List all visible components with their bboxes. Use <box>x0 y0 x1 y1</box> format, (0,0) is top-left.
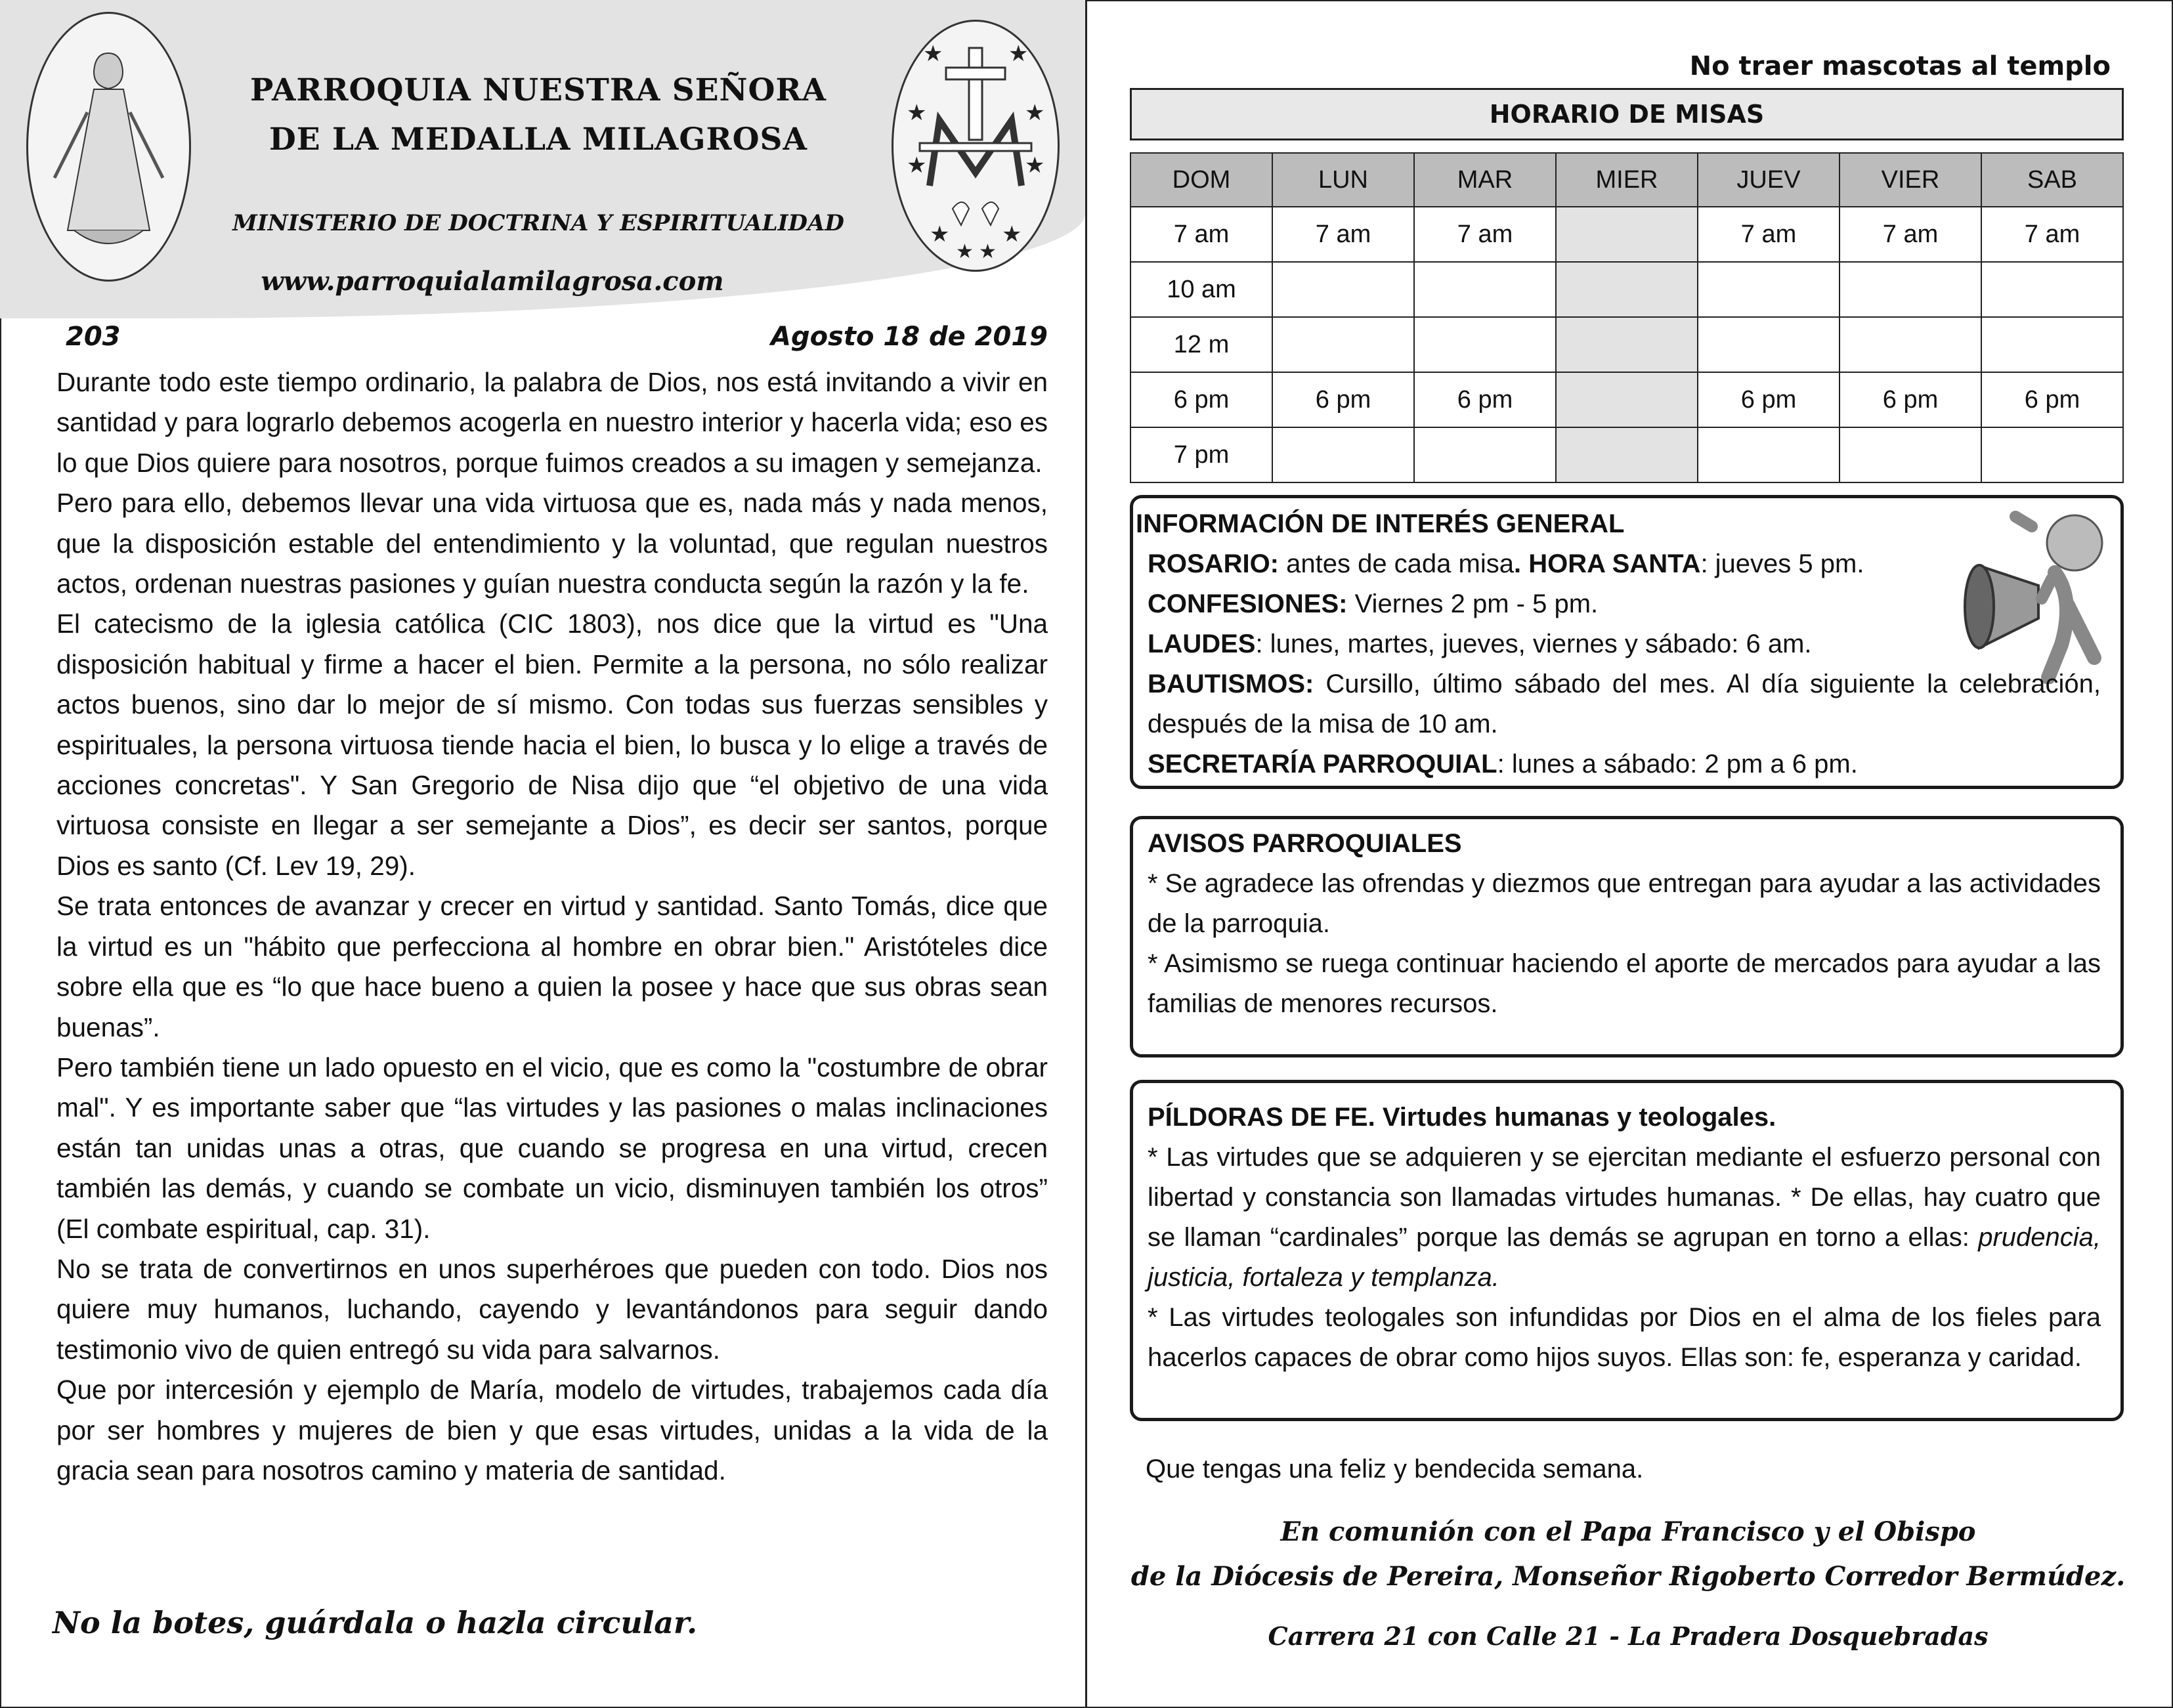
table-cell: 6 pm <box>1981 372 2123 427</box>
virgin-mary-icon <box>28 14 189 280</box>
table-cell <box>1840 427 1981 482</box>
table-cell <box>1840 262 1981 317</box>
bautismos-text: Cursillo, último sábado del mes. Al día siguiente la celebración, después de la misa de 10 am. <box>1148 670 2101 738</box>
article-paragraph: Durante todo este tiempo ordinario, la palabra de Dios, nos está invitando a vivir en santidad y para lograrlo debemos acogerla en nuestro interior y hacerla vida; eso es lo que Dios quiere para nosotros, porque fuimos creados a su imagen y semejanza. <box>56 367 1048 478</box>
day-header: MAR <box>1414 153 1556 207</box>
table-row <box>1130 372 2123 427</box>
table-cell <box>1698 317 1840 372</box>
table-cell: 7 am <box>1130 207 1272 262</box>
laudes-label: LAUDES <box>1148 630 1256 658</box>
general-info-heading: INFORMACIÓN DE INTERÉS GENERAL <box>1136 509 1625 538</box>
parish-title-line1: PARROQUIA NUESTRA SEÑORA <box>250 72 827 108</box>
table-cell: 6 pm <box>1272 372 1414 427</box>
secretaria-text: : lunes a sábado: 2 pm a 6 pm. <box>1497 750 1858 779</box>
confesiones-line <box>1136 584 2101 624</box>
table-row <box>1130 427 2123 482</box>
day-header: MIER <box>1556 153 1698 207</box>
table-cell: 6 pm <box>1698 372 1840 427</box>
table-cell <box>1556 427 1698 482</box>
table-cell <box>1698 427 1840 482</box>
communion-line2: de la Diócesis de Pereira, Monseñor Rigoberto Corredor Bermúdez. <box>1130 1561 2126 1592</box>
pildora-item <box>1148 1138 2101 1298</box>
table-cell <box>1272 262 1414 317</box>
article-paragraph: Se trata entonces de avanzar y crecer en virtud y santidad. Santo Tomás, dice que la virtud es un "hábito que perfecciona al hombre en obrar bien." Aristóteles dice sobre ella que es “lo que hace bueno a quien la posee y hace que sus obras sean buenas”. <box>56 891 1048 1042</box>
svg-text:★: ★ <box>907 152 927 179</box>
mass-schedule-title: HORARIO DE MISAS <box>1130 88 2124 140</box>
ministry-subtitle: MINISTERIO DE DOCTRINA Y ESPIRITUALIDAD <box>232 210 844 236</box>
confesiones-text: Viernes 2 pm - 5 pm. <box>1347 589 1599 618</box>
rosario-text: antes de cada misa <box>1279 549 1514 578</box>
table-cell <box>1556 207 1698 262</box>
table-cell <box>1414 427 1556 482</box>
article-paragraph: No se trata de convertirnos en unos superhéroes que pueden con todo. Dios nos quiere muy humanos, luchando, cayendo y levantándonos para seguir dando testimonio vivo de quien entregó su vida para salvarnos. <box>56 1253 1048 1365</box>
no-pets-notice: No traer mascotas al templo <box>1689 51 2111 81</box>
table-cell: 7 pm <box>1130 427 1272 482</box>
table-cell: 7 am <box>1698 207 1840 262</box>
table-cell <box>1840 317 1981 372</box>
table-cell: 7 am <box>1272 207 1414 262</box>
pildoras-content <box>1148 1098 2101 1378</box>
table-row <box>1130 317 2123 372</box>
article-paragraph: Que por intercesión y ejemplo de María, modelo de virtudes, trabajemos cada día por ser hombres y mujeres de bien y que esas virtudes, unidas a la vida de la gracia sean para nosotros camino y materia de santidad. <box>56 1375 1048 1485</box>
secretaria-label: SECRETARÍA PARROQUIAL <box>1148 750 1497 779</box>
communion-line1: En comunión con el Papa Francisco y el Obispo <box>1280 1516 1976 1547</box>
svg-text:★: ★ <box>923 41 943 67</box>
table-header-row <box>1130 153 2123 207</box>
svg-text:★: ★ <box>930 221 950 247</box>
table-cell: 10 am <box>1130 262 1272 317</box>
laudes-line <box>1136 624 2101 664</box>
laudes-text: : lunes, martes, jueves, viernes y sábado: 6 am. <box>1255 630 1812 658</box>
table-cell <box>1981 317 2123 372</box>
rosario-label: ROSARIO: <box>1148 549 1279 578</box>
article-body <box>56 362 1048 1491</box>
svg-text:★: ★ <box>907 100 927 126</box>
closing-message: No la botes, guárdala o hazla circular. <box>53 1605 698 1640</box>
table-row <box>1130 207 2123 262</box>
article-paragraph: Pero también tiene un lado opuesto en el vicio, que es como la "costumbre de obrar mal". Y es importante saber que “las virtudes y las pasiones o malas inclinaciones están tan unidas unas a otras, que cuando se progresa en una virtud, crecen también las demás, y cuando se combate un vicio, disminuyen también los otros” (El combate espiritual, cap. 31). <box>56 1052 1048 1244</box>
article-paragraph: Pero para ello, debemos llevar una vida virtuosa que es, nada más y nada menos, que la disposición estable del entendimiento y la voluntad, que regulan nuestros actos, ordenan nuestras pasiones y guían nuestra conducta según la razón y la fe. <box>56 488 1048 599</box>
fold-line <box>1085 0 1087 1708</box>
cardinal-virtues: prudencia, justicia, fortaleza y templanza. <box>1148 1223 2101 1292</box>
confesiones-label: CONFESIONES: <box>1148 589 1348 618</box>
pildoras-heading: PÍLDORAS DE FE. Virtudes humanas y teologales. <box>1148 1103 1776 1132</box>
table-cell: 7 am <box>1414 207 1556 262</box>
table-cell: 7 am <box>1840 207 1981 262</box>
website-url: www.parroquialamilagrosa.com <box>261 266 724 297</box>
issue-number: 203 <box>66 322 121 352</box>
table-cell <box>1414 262 1556 317</box>
table-cell <box>1556 262 1698 317</box>
pildora-item: * Las virtudes teologales son infundidas por Dios en el alma de los fieles para hacerlos capaces de obrar como hijos suyos. Ellas son: fe, esperanza y caridad. <box>1148 1303 2101 1372</box>
day-header: SAB <box>1981 153 2123 207</box>
issue-date: Agosto 18 de 2019 <box>770 322 1048 352</box>
avisos-heading: AVISOS PARROQUIALES <box>1148 829 1462 858</box>
svg-text:★: ★ <box>979 240 997 263</box>
table-cell: 6 pm <box>1130 372 1272 427</box>
table-cell <box>1272 427 1414 482</box>
day-header: JUEV <box>1698 153 1840 207</box>
day-header: LUN <box>1272 153 1414 207</box>
day-header: VIER <box>1840 153 1981 207</box>
avisos-content <box>1148 824 2101 1024</box>
table-cell: 6 pm <box>1414 372 1556 427</box>
bautismos-line <box>1136 664 2101 744</box>
aviso-item: * Se agradece las ofrendas y diezmos que entregan para ayudar a las actividades de la parroquia. <box>1148 869 2101 938</box>
article-paragraph: El catecismo de la iglesia católica (CIC 1803), nos dice que la virtud es "Una disposición habitual y firme a hacer el bien. Permite a la persona, no sólo realizar actos buenos, sino dar lo mejor de sí mismo. Con todas sus fuerzas sensibles y espirituales, la persona virtuosa tiende hacia el bien, lo busca y lo elige a través de acciones concretas". Y San Gregorio de Nisa dijo que “el objetivo de una vida virtuosa consiste en llegar a ser semejante a Dios”, es decir ser santos, porque Dios es santo (Cf. Lev 19, 29). <box>56 608 1048 881</box>
table-cell <box>1981 427 2123 482</box>
table-cell <box>1698 262 1840 317</box>
svg-text:★: ★ <box>1025 152 1045 179</box>
cross-m-icon <box>893 22 1058 270</box>
table-cell <box>1272 317 1414 372</box>
rosario-line <box>1136 544 2101 584</box>
svg-text:★: ★ <box>1008 41 1029 67</box>
bautismos-label: BAUTISMOS: <box>1148 670 1314 698</box>
aviso-item: * Asimismo se ruega continuar haciendo el aporte de mercados para ayudar a las familias de menores recursos. <box>1148 949 2101 1018</box>
table-cell <box>1414 317 1556 372</box>
svg-text:★: ★ <box>1025 100 1045 126</box>
secretaria-line <box>1136 744 2101 784</box>
table-row <box>1130 262 2123 317</box>
svg-text:★: ★ <box>1002 221 1022 247</box>
general-info-content <box>1136 504 2101 784</box>
table-cell <box>1556 372 1698 427</box>
svg-text:★: ★ <box>956 240 974 263</box>
table-cell <box>1981 262 2123 317</box>
miraculous-medal-image <box>892 20 1060 272</box>
virgin-mary-medal-image <box>26 12 191 282</box>
table-cell <box>1556 317 1698 372</box>
pildora-text: * Las virtudes que se adquieren y se ejercitan mediante el esfuerzo personal con libertad y constancia son llamadas virtudes humanas. * De ellas, hay cuatro que se llaman “cardinales” porque las demás se agrupan en torno a ellas: <box>1148 1143 2101 1252</box>
parish-address: Carrera 21 con Calle 21 - La Pradera Dosquebradas <box>1268 1621 1989 1651</box>
table-cell: 12 m <box>1130 317 1272 372</box>
hora-santa-text: : jueves 5 pm. <box>1700 549 1864 578</box>
hora-santa-label: . HORA SANTA <box>1514 549 1701 578</box>
farewell-message: Que tengas una feliz y bendecida semana. <box>1146 1455 1644 1484</box>
table-cell: 6 pm <box>1840 372 1981 427</box>
mass-schedule-table <box>1130 152 2124 483</box>
table-cell: 7 am <box>1981 207 2123 262</box>
day-header: DOM <box>1130 153 1272 207</box>
parish-title-line2: DE LA MEDALLA MILAGROSA <box>269 121 807 158</box>
